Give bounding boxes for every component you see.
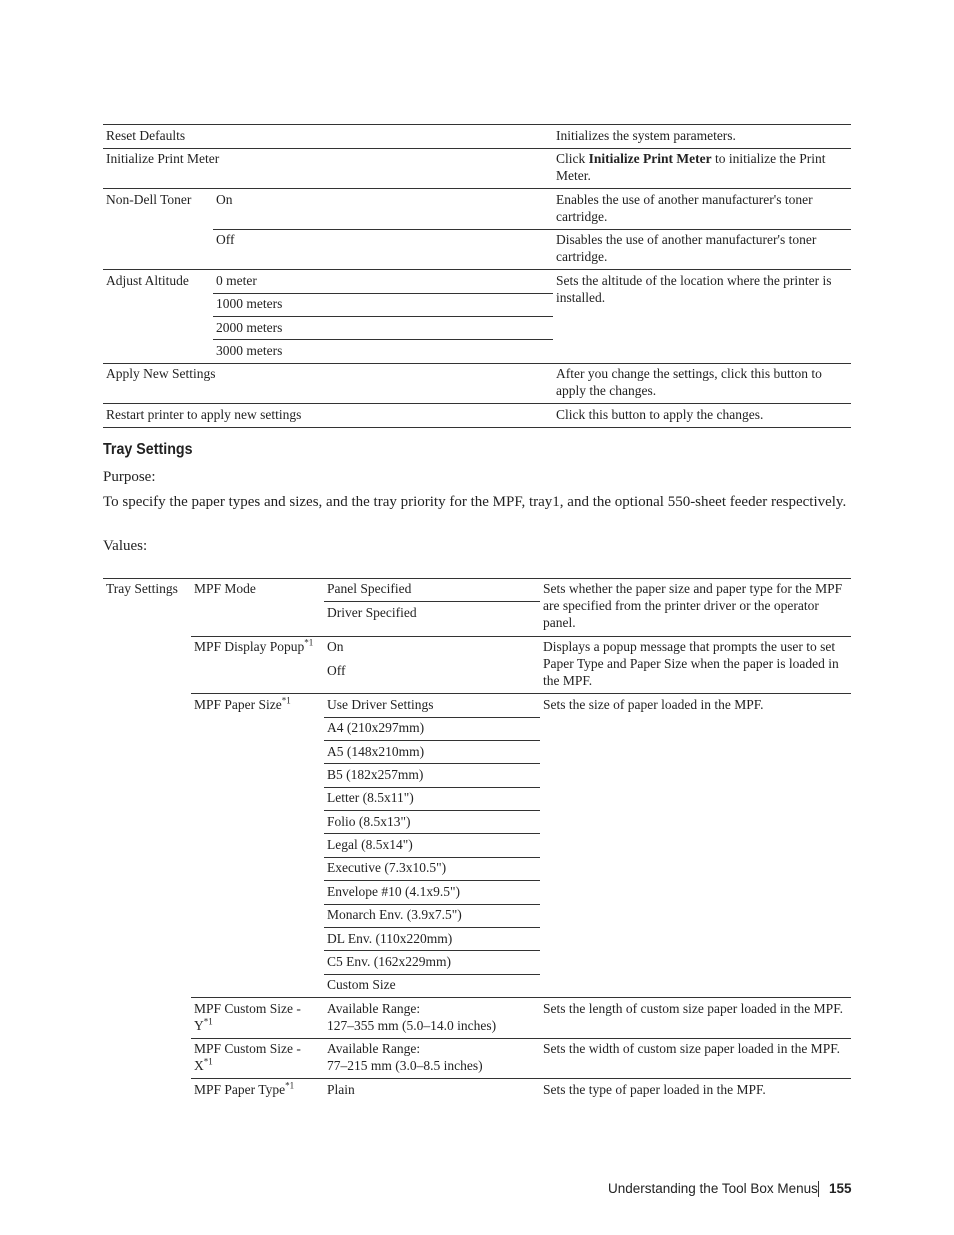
mpf-paper-size-desc: Sets the size of paper loaded in the MPF. [543,697,764,712]
paper-size-value: Custom Size [327,977,396,992]
adjust-altitude-desc: Sets the altitude of the location where the printer is installed. [556,273,832,305]
apply-new-settings-label: Apply New Settings [106,366,216,381]
mpf-paper-type-label: MPF Paper Type$^{*1}$ [194,1080,295,1097]
paper-size-value: Legal (8.5x14") [327,837,413,852]
page-number: 155 [829,1181,852,1196]
non-dell-toner-on-desc: Enables the use of another manufacturer's toner cartridge. [556,192,813,224]
footnote-mark: *1 [285,1080,295,1091]
mpf-mode-value: Driver Specified [327,605,417,620]
altitude-value: 2000 meters [216,320,283,335]
mpf-display-popup-value: Off [327,663,346,678]
footnote-mark: *1 [281,695,291,706]
paper-size-value: A4 (210x297mm) [327,720,425,735]
mpf-custom-size-y-desc: Sets the length of custom size paper loaded in the MPF. [543,1001,843,1016]
restart-printer-label: Restart printer to apply new settings [106,407,302,422]
mpf-paper-type-desc: Sets the type of paper loaded in the MPF. [543,1082,766,1097]
non-dell-toner-off-desc: Disables the use of another manufacturer's toner cartridge. [556,232,817,264]
footnote-mark: *1 [304,637,314,648]
paper-size-value: Executive (7.3x10.5") [327,860,447,875]
paper-size-value: Use Driver Settings [327,697,434,712]
tray-settings-label: Tray Settings [106,581,178,596]
initialize-print-meter-label: Initialize Print Meter [106,151,220,166]
mpf-display-popup-desc: Displays a popup message that prompts the user to set Paper Type and Paper Size when the paper is loaded in the MPF. [543,639,839,688]
reset-defaults-desc: Initializes the system parameters. [556,128,736,143]
non-dell-toner-on: On [216,192,233,207]
mpf-display-popup-label: MPF Display Popup$^{*1}$ [194,637,314,654]
paper-size-value: Folio (8.5x13") [327,814,411,829]
mpf-mode-label: MPF Mode [194,581,256,596]
footnote-mark: *1 [203,1056,213,1067]
mpf-custom-size-x-label: MPF Custom Size - $X^{*1}$ [194,1041,301,1073]
mpf-custom-size-y-label: MPF Custom Size - $Y^{*1}$ [194,1001,301,1033]
mpf-paper-type-value: Plain [327,1082,355,1097]
reset-defaults-label: Reset Defaults [106,128,186,143]
mpf-custom-size-x-desc: Sets the width of custom size paper loaded in the MPF. [543,1041,840,1056]
paper-size-value: DL Env. (110x220mm) [327,931,453,946]
custom-size-y-range-label: Available Range: [327,1001,421,1016]
purpose-label: Purpose: [103,469,156,485]
paper-size-value: A5 (148x210mm) [327,744,425,759]
non-dell-toner-off: Off [216,232,235,247]
mpf-mode-desc: Sets whether the paper size and paper type for the MPF are specified from the printer driver or the operator panel. [543,581,843,630]
paper-size-value: C5 Env. (162x229mm) [327,954,451,969]
mpf-paper-size-label: MPF Paper Size$^{*1}$ [194,695,291,712]
mpf-mode-value: Panel Specified [327,581,412,596]
initialize-print-meter-desc: Click Initialize Print Meter to initialize the Print Meter. [556,151,826,183]
paper-size-value: Letter (8.5x11") [327,790,414,805]
paper-size-value: Monarch Env. (3.9x7.5") [327,907,462,922]
values-label: Values: [103,538,148,554]
paper-size-value: B5 (182x257mm) [327,767,424,782]
custom-size-x-range-label: Available Range: [327,1041,421,1056]
footer-section-title: Understanding the Tool Box Menus [608,1181,818,1196]
altitude-value: 0 meter [216,273,257,288]
section-heading: Tray Settings [103,441,193,458]
paper-size-value: Envelope #10 (4.1x9.5") [327,884,460,899]
altitude-value: 3000 meters [216,343,283,358]
non-dell-toner-label: Non-Dell Toner [106,192,192,207]
restart-printer-desc: Click this button to apply the changes. [556,407,764,422]
footnote-mark: *1 [203,1016,213,1027]
footer-divider [818,1181,819,1197]
mpf-display-popup-value: On [327,639,344,654]
custom-size-x-range: 77–215 mm (3.0–8.5 inches) [327,1058,483,1073]
adjust-altitude-label: Adjust Altitude [106,273,189,288]
apply-new-settings-desc: After you change the settings, click this button to apply the changes. [556,366,822,398]
purpose-text: To specify the paper types and sizes, and the tray priority for the MPF, tray1, and the optional 550-sheet feeder respectively. [103,494,847,510]
altitude-value: 1000 meters [216,296,283,311]
custom-size-y-range: 127–355 mm (5.0–14.0 inches) [327,1018,497,1033]
